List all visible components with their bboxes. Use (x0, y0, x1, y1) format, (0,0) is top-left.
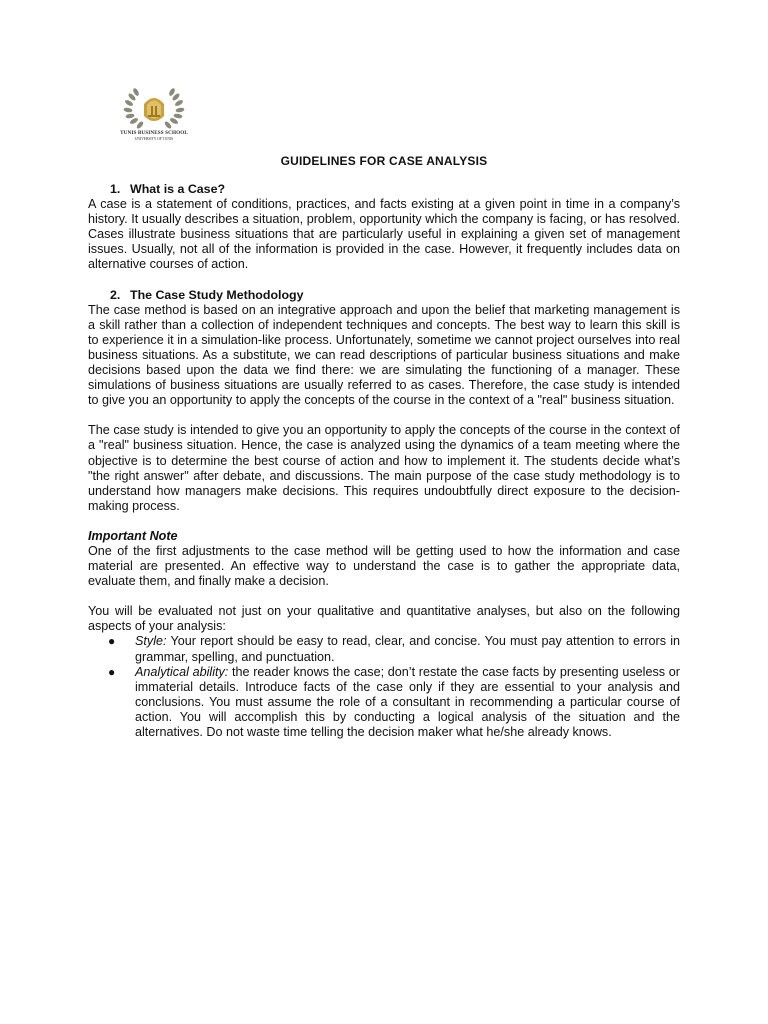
paragraph-case-study-purpose: The case study is intended to give you an opportunity to apply the concepts of the course in the context of a "real" business situation. Hence, the case is analyzed using the dynamics of a team meeting where the objective is to determine the best course of action and how to implement it. The students decide what’s "the right answer" after debate, and discussions. The main purpose of the case study methodology is to understand how managers make decisions. This requires undoubtfully direct exposure to the decision-making process. (88, 423, 680, 513)
logo-school-name: TUNIS BUSINESS SCHOOL (120, 130, 188, 136)
aspect-term: Analytical ability: (135, 664, 229, 679)
list-item-style (88, 634, 680, 664)
laurel-crest-icon (112, 84, 196, 130)
section-number: 2. (110, 287, 121, 302)
evaluation-aspects-list (88, 634, 680, 740)
bullet-icon: ● (108, 664, 116, 679)
paragraph-case-method: The case method is based on an integrative approach and upon the belief that marketing management is a skill rather than a collection of independent techniques and concepts. The best way to learn this skill is to experience it in a simulation-like process. Unfortunately, sometime we cannot project ourselves into real business situations. As a substitute, we can read descriptions of particular business situations and make decisions based upon the data we find there: we are simulating the functioning of a manager. These simulations of business situations are usually referred to as cases. Therefore, the case study is intended to give you an opportunity to apply the concepts of the course in the context of a "real" business situation. (88, 302, 680, 408)
logo-university-name: UNIVERSITY OF TUNIS (134, 137, 174, 141)
important-note-heading: Important Note (88, 528, 178, 543)
school-logo (112, 84, 196, 146)
document-title: GUIDELINES FOR CASE ANALYSIS (280, 154, 488, 168)
section-heading-case-study-methodology (88, 288, 680, 303)
bullet-icon: ● (108, 634, 116, 649)
document-body (88, 182, 680, 740)
list-item-analytical-ability (88, 665, 680, 740)
aspect-text: the reader knows the case; don’t restate the case facts by presenting useless or immaterial details. Introduce facts of the case only if they are essential to your analysis and conclusions. You must assume the role of a consultant in recommending a particular course of action. You will accomplish this by conducting a logical analysis of the situation and the alternatives. Do not waste time telling the decision maker what he/she already knows. (135, 664, 680, 739)
paragraph-evaluation-intro: You will be evaluated not just on your qualitative and quantitative analyses, but also on the following aspects of your analysis: (88, 604, 680, 634)
aspect-term: Style: (135, 634, 167, 649)
paragraph-important-note: One of the first adjustments to the case method will be getting used to how the information and case material are presented. An effective way to understand the case is to gather the appropriate data, evaluate them, and finally make a decision. (88, 543, 680, 589)
section-number: 1. (110, 182, 121, 196)
paragraph-case-definition: A case is a statement of conditions, practices, and facts existing at a given point in time in a company’s history. It usually describes a situation, problem, opportunity which the company is facing, or has resolved. Cases illustrate business situations that are particularly useful in explaining a given set of management issues. Usually, not all of the information is provided in the case. However, it frequently includes data on alternative courses of action. (88, 197, 680, 272)
section-title: What is a Case? (130, 182, 226, 196)
section-title: The Case Study Methodology (130, 287, 304, 302)
section-heading-what-is-a-case (88, 182, 680, 197)
aspect-text: Your report should be easy to read, clear, and concise. You must pay attention to errors in grammar, spelling, and punctuation. (135, 634, 680, 664)
